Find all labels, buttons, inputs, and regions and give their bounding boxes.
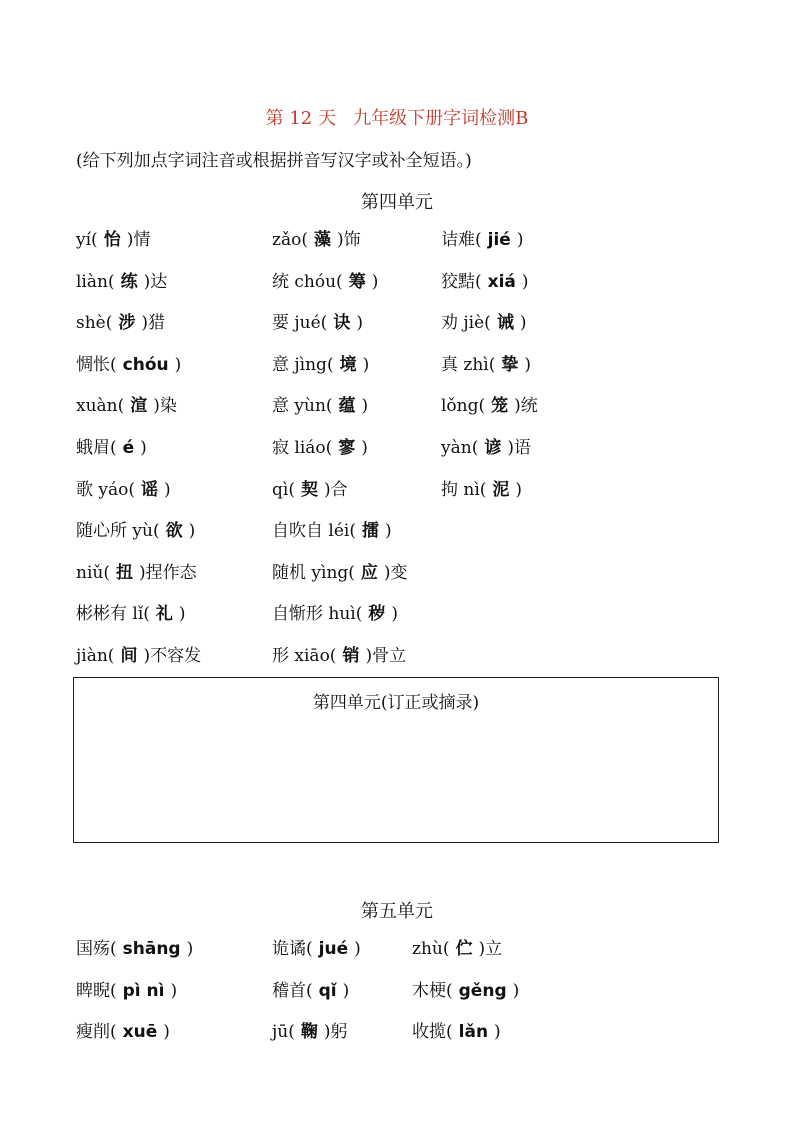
word-text: 睥睨(	[76, 981, 117, 1001]
answer-text: chóu	[122, 355, 169, 375]
answer-text: 泥	[492, 480, 510, 500]
word-item	[412, 935, 502, 963]
answer-text: jué	[318, 939, 349, 959]
word-item	[76, 642, 201, 670]
word-text: )	[516, 230, 524, 250]
word-row	[0, 434, 794, 462]
word-text: )	[354, 939, 361, 959]
word-text: 自吹自 léi(	[272, 521, 356, 541]
word-text: )变	[383, 563, 408, 583]
word-item	[76, 476, 171, 504]
word-text: 自惭形 huì(	[272, 604, 363, 624]
answer-text: lǎn	[458, 1022, 489, 1042]
page-title: 第 12 天 九年级下册字词检测B	[265, 108, 529, 129]
word-item	[272, 226, 361, 254]
word-row	[0, 517, 794, 545]
answer-text: 扭	[115, 563, 133, 583]
word-row	[0, 977, 794, 1005]
word-item	[441, 268, 529, 296]
word-text: xuàn(	[76, 396, 125, 416]
word-text: 木梗(	[412, 981, 453, 1001]
word-item	[76, 600, 186, 628]
answer-text: 境	[339, 355, 357, 375]
word-text: )达	[143, 272, 168, 292]
word-text: lǒng(	[441, 396, 486, 416]
word-text: )合	[323, 480, 348, 500]
correction-box	[73, 677, 719, 843]
word-text: 歌 yáo(	[76, 480, 136, 500]
word-text: 惆怅(	[76, 355, 117, 375]
word-text: )语	[507, 438, 531, 458]
word-item	[272, 600, 398, 628]
word-item	[441, 434, 531, 462]
word-item	[441, 476, 522, 504]
answer-text: 练	[120, 272, 138, 292]
word-item	[272, 1018, 348, 1046]
word-item	[76, 935, 193, 963]
word-item	[272, 559, 408, 587]
word-item	[272, 268, 378, 296]
word-item	[272, 977, 349, 1005]
answer-text: 怡	[103, 230, 121, 250]
answer-text: 谣	[141, 480, 159, 500]
answer-text: xuē	[122, 1022, 158, 1042]
answer-text: 谚	[484, 438, 502, 458]
word-text: 随机 yìng(	[272, 563, 355, 583]
word-text: )	[174, 355, 182, 375]
answer-text: 寥	[338, 438, 356, 458]
word-text: zhù(	[412, 939, 450, 959]
answer-text: 筹	[348, 272, 366, 292]
word-text: 诡谲(	[272, 939, 313, 959]
correction-box-title: 第四单元(订正或摘录)	[312, 693, 480, 713]
word-item	[76, 559, 197, 587]
word-text: )	[521, 272, 529, 292]
word-item	[76, 392, 177, 420]
answer-text: 伫	[455, 939, 473, 959]
answer-text: 礼	[155, 604, 173, 624]
answer-text: 欲	[165, 521, 183, 541]
word-row	[0, 600, 794, 628]
word-item	[441, 351, 531, 379]
word-text: 随心所 yù(	[76, 521, 160, 541]
word-text: )	[515, 480, 523, 500]
unit5-heading: 第五单元	[361, 901, 433, 922]
word-text: )	[356, 313, 363, 333]
word-text: 意 jìng(	[272, 355, 334, 375]
word-text: 稽首(	[272, 981, 313, 1001]
word-row	[0, 476, 794, 504]
answer-text: qǐ	[318, 981, 337, 1001]
answer-text: pì nì	[122, 981, 165, 1001]
word-text: )立	[478, 939, 503, 959]
word-text: 收揽(	[412, 1022, 453, 1042]
word-item	[272, 642, 406, 670]
word-text: )骨立	[365, 646, 407, 666]
word-text: 狡黠(	[441, 272, 482, 292]
unit4-heading: 第四单元	[361, 192, 433, 213]
word-text: )	[361, 438, 368, 458]
word-text: 国殇(	[76, 939, 117, 959]
word-row	[0, 935, 794, 963]
word-text: )	[164, 480, 171, 500]
word-text: 诘难(	[441, 230, 482, 250]
word-text: )	[140, 438, 147, 458]
word-text: zǎo(	[272, 230, 308, 250]
word-text: jū(	[272, 1022, 295, 1042]
word-row	[0, 642, 794, 670]
word-item	[272, 517, 392, 545]
word-item	[76, 977, 177, 1005]
word-item	[76, 517, 195, 545]
word-text: yí(	[76, 230, 98, 250]
answer-text: 销	[342, 646, 360, 666]
word-text: 彬彬有 lǐ(	[76, 604, 150, 624]
word-text: )	[391, 604, 399, 624]
word-row	[0, 226, 794, 254]
answer-text: gěng	[458, 981, 507, 1001]
answer-text: 笼	[491, 396, 509, 416]
word-text: )	[361, 396, 369, 416]
word-text: 拘 nì(	[441, 480, 487, 500]
word-item	[76, 351, 181, 379]
word-item	[272, 392, 368, 420]
word-text: )	[384, 521, 392, 541]
word-row	[0, 1018, 794, 1046]
answer-text: 擂	[361, 521, 379, 541]
answer-text: 挚	[501, 355, 519, 375]
word-text: 瘦削(	[76, 1022, 117, 1042]
word-text: )	[178, 604, 186, 624]
word-text: )	[519, 313, 527, 333]
word-row	[0, 351, 794, 379]
word-text: )	[342, 981, 350, 1001]
word-row	[0, 392, 794, 420]
word-text: 劝 jiè(	[441, 313, 491, 333]
answer-text: 涉	[118, 313, 136, 333]
word-text: )	[524, 355, 532, 375]
word-text: niǔ(	[76, 563, 110, 583]
word-text: )	[371, 272, 379, 292]
word-item	[441, 309, 526, 337]
word-text: 要 jué(	[272, 313, 328, 333]
answer-text: 渲	[130, 396, 148, 416]
word-text: shè(	[76, 313, 113, 333]
word-item	[441, 226, 523, 254]
answer-text: shāng	[122, 939, 181, 959]
answer-text: 诫	[496, 313, 514, 333]
word-item	[272, 476, 348, 504]
word-text: )躬	[323, 1022, 348, 1042]
word-item	[412, 977, 519, 1005]
word-text: )饰	[336, 230, 361, 250]
word-text: )	[163, 1022, 170, 1042]
word-item	[76, 309, 165, 337]
word-item	[76, 434, 147, 462]
word-text: )捏作态	[138, 563, 197, 583]
word-text: )猎	[141, 313, 166, 333]
word-text: )	[512, 981, 520, 1001]
word-item	[441, 392, 538, 420]
word-text: 寂 liáo(	[272, 438, 333, 458]
word-item	[76, 268, 167, 296]
word-item	[412, 1018, 501, 1046]
word-text: 真 zhì(	[441, 355, 496, 375]
answer-text: é	[122, 438, 135, 458]
word-text: )	[170, 981, 178, 1001]
answer-text: 秽	[368, 604, 386, 624]
word-text: )	[186, 939, 194, 959]
word-text: 统 chóu(	[272, 272, 343, 292]
word-row	[0, 309, 794, 337]
answer-text: 契	[300, 480, 318, 500]
word-text: )不容发	[143, 646, 202, 666]
word-text: qì(	[272, 480, 295, 500]
word-text: )统	[514, 396, 538, 416]
answer-text: 间	[120, 646, 138, 666]
answer-text: 应	[360, 563, 378, 583]
word-row	[0, 559, 794, 587]
word-item	[272, 434, 368, 462]
answer-text: xiá	[487, 272, 516, 292]
word-text: 意 yùn(	[272, 396, 333, 416]
answer-text: 诀	[333, 313, 351, 333]
instruction-text: (给下列加点字词注音或根据拼音写汉字或补全短语。)	[76, 151, 472, 171]
answer-text: 藻	[313, 230, 331, 250]
word-text: jiàn(	[76, 646, 115, 666]
word-text: yàn(	[441, 438, 479, 458]
answer-text: 蕴	[338, 396, 356, 416]
answer-text: 鞠	[300, 1022, 318, 1042]
word-item	[76, 1018, 170, 1046]
word-item	[272, 935, 361, 963]
word-item	[272, 309, 363, 337]
word-text: )	[362, 355, 370, 375]
word-text: )情	[126, 230, 151, 250]
word-text: )	[188, 521, 196, 541]
word-text: liàn(	[76, 272, 115, 292]
word-text: 蛾眉(	[76, 438, 117, 458]
word-text: )	[494, 1022, 501, 1042]
word-row	[0, 268, 794, 296]
answer-text: jié	[487, 230, 511, 250]
word-item	[272, 351, 369, 379]
word-item	[76, 226, 150, 254]
word-text: 形 xiāo(	[272, 646, 337, 666]
word-text: )染	[153, 396, 177, 416]
